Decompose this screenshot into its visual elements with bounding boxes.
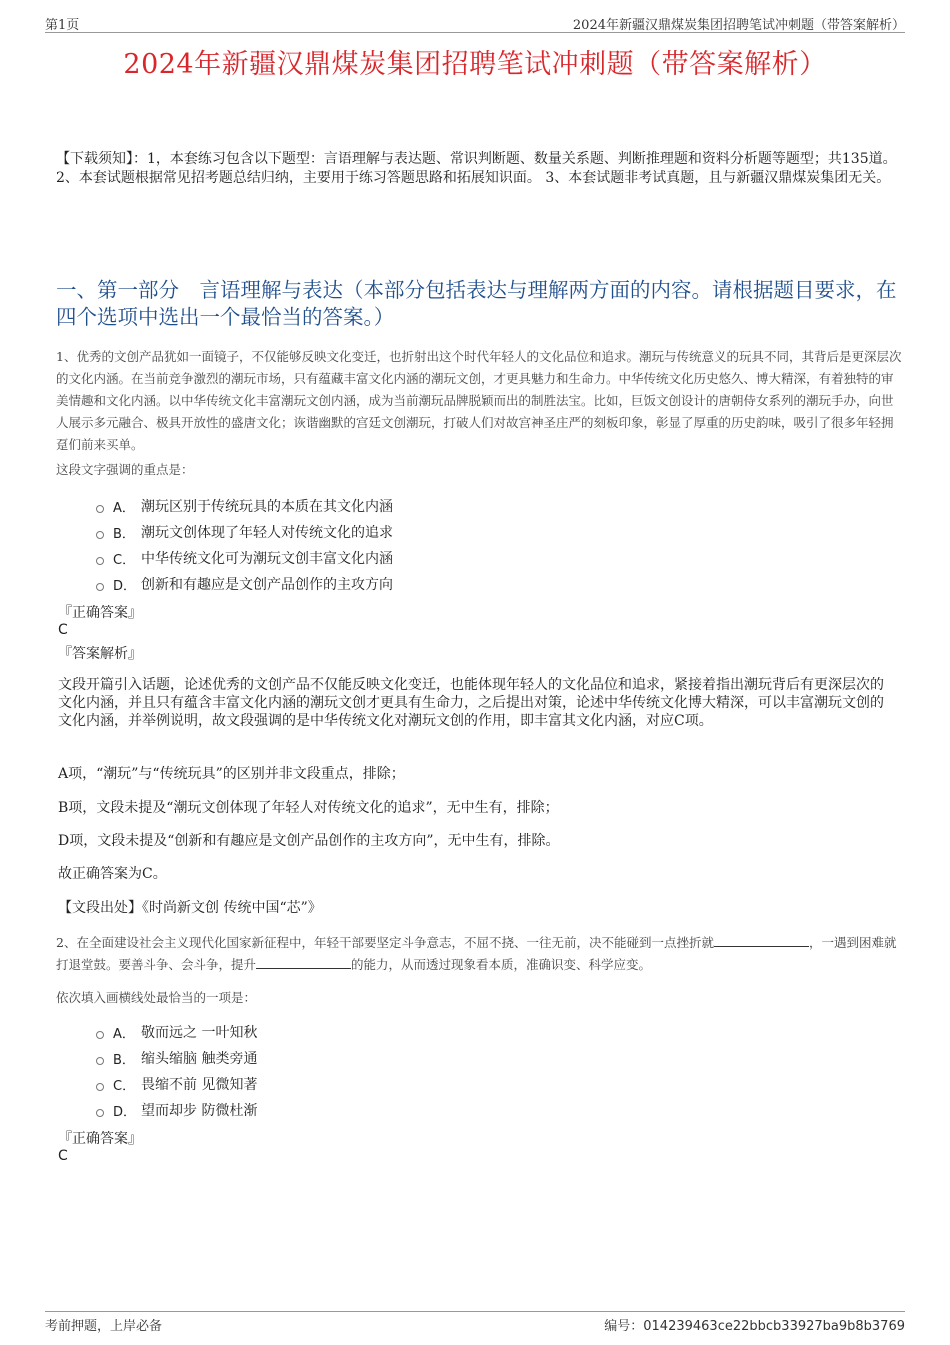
answer-label: 『正确答案』 [58,605,142,621]
radio-icon[interactable] [96,1031,104,1039]
option-letter: C． [113,552,136,568]
analysis-label: 『答案解析』 [58,646,142,662]
option-text: 缩头缩脑 触类旁通 [141,1051,258,1067]
question-2-text-part: ，一遇到困难就打退堂鼓。要善斗争、会斗争，提升 [56,935,897,972]
analysis-paragraph: B项，文段未提及“潮玩文创体现了年轻人对传统文化的追求”，无中生有，排除； [58,800,559,816]
option-text: 潮玩区别于传统玩具的本质在其文化内涵 [141,499,393,515]
option-c[interactable] [96,1071,257,1097]
option-letter: D． [113,578,137,594]
question-2-prompt: 依次填入画横线处最恰当的一项是： [56,990,257,1005]
analysis-paragraph: D项，文段未提及“创新和有趣应是文创产品创作的主攻方向”，无中生有，排除。 [58,833,560,849]
option-letter: A． [113,1026,135,1042]
document-title: 2024年新疆汉鼎煤炭集团招聘笔试冲刺题（带答案解析） [123,49,827,80]
analysis-paragraph: 文段开篇引入话题，论述优秀的文创产品不仅能反映文化变迁，也能体现年轻人的文化品位和追求，紧接着指出潮玩背后有更深层次的文化内涵，并且只有蕴含丰富文化内涵的潮玩文创才更具有生命力，之后提出对策，论述中华传统文化博大精深，可以丰富潮玩文创的文化内涵，并举例说明，故文段强调的是中华传统文化对潮玩文创的作用，即丰富其文化内涵，对应C项。 [58,677,884,729]
option-a[interactable] [96,1019,257,1045]
question-2-prompt-block [56,988,902,1006]
question-1-text: 1、优秀的文创产品犹如一面镜子，不仅能够反映文化变迁，也折射出这个时代年轻人的文化品位和追求。潮玩与传统意义的玩具不同，其背后是更深层次的文化内涵。在当前竞争激烈的潮玩市场，只有蕴藏丰富文化内涵的潮玩文创，才更具魅力和生命力。中华传统文化历史悠久、博大精深，有着独特的审美情趣和文化内涵。以中华传统文化丰富潮玩文创内涵，成为当前潮玩品牌脱颖而出的制胜法宝。比如，巨饭文创设计的唐朝侍女系列的潮玩手办，向世人展示多元融合、极具开放性的盛唐文化；诙谐幽默的宫廷文创潮玩，打破人们对故宫神圣庄严的刻板印象，彰显了厚重的历史韵味，吸引了很多年轻拥趸们前来买单。 [56,349,902,452]
analysis-paragraph: 故正确答案为C。 [58,866,167,882]
radio-icon[interactable] [96,557,104,565]
question-2-text-part: 2、在全面建设社会主义现代化国家新征程中，年轻干部要坚定斗争意志，不屈不挠、一往无前，决不能碰到一点挫折就 [56,935,714,950]
radio-icon[interactable] [96,505,104,513]
header-doc-title: 2024年新疆汉鼎煤炭集团招聘笔试冲刺题（带答案解析） [572,18,905,33]
analysis-paragraph: A项，“潮玩”与“传统玩具”的区别并非文段重点，排除； [58,766,405,782]
radio-icon[interactable] [96,1057,104,1065]
option-letter: A． [113,500,135,516]
option-text: 畏缩不前 见微知著 [141,1077,258,1093]
question-1-prompt: 这段文字强调的重点是： [56,462,194,477]
option-letter: D． [113,1104,137,1120]
section-title: 一、第一部分 言语理解与表达（本部分包括表达与理解两方面的内容。请根据题目要求，在四个选项中选出一个最恰当的答案。） [56,278,897,329]
page-footer [45,1311,905,1335]
option-text: 望而却步 防微杜渐 [141,1103,258,1119]
option-a[interactable] [96,493,393,519]
page-number: 第1页 [45,18,80,33]
option-letter: B． [113,526,135,542]
question-1-prompt-block [56,460,902,478]
option-b[interactable] [96,519,393,545]
download-notice: 【下载须知】：1，本套练习包含以下题型：言语理解与表达题、常识判断题、数量关系题、判断推理题和资料分析题等题型；共135道。 2、本套试题根据常见招考题总结归纳，主要用于练习答题思路和拓展知识面。 3、本套试题非考试真题，且与新疆汉鼎煤炭集团无关。 [56,151,897,186]
radio-icon[interactable] [96,1109,104,1117]
fill-blank [714,934,809,947]
option-text: 创新和有趣应是文创产品创作的主攻方向 [141,577,393,593]
fill-blank [256,956,351,969]
footer-slogan: 考前押题，上岸必备 [45,1319,163,1334]
answer-label: 『正确答案』 [58,1131,142,1147]
option-d[interactable] [96,571,393,597]
source-citation: 【文段出处】《时尚新文创 传统中国“芯”》 [58,900,322,916]
question-1-options [96,493,393,597]
question-2 [56,932,902,976]
option-letter: C． [113,1078,136,1094]
answer-value: C [58,622,68,638]
question-2-options [96,1019,257,1123]
option-d[interactable] [96,1097,257,1123]
radio-icon[interactable] [96,583,104,591]
option-text: 敬而远之 一叶知秋 [141,1025,258,1041]
question-2-text-part: 的能力，从而透过现象看本质，准确识变、科学应变。 [351,957,652,972]
answer-value: C [58,1148,68,1164]
document-id: 编号：014239463ce22bbcb33927ba9b8b3769 [604,1319,905,1334]
radio-icon[interactable] [96,1083,104,1091]
page-header [45,14,905,33]
option-b[interactable] [96,1045,257,1071]
option-text: 中华传统文化可为潮玩文创丰富文化内涵 [141,551,393,567]
question-2-text [56,932,902,976]
option-text: 潮玩文创体现了年轻人对传统文化的追求 [141,525,393,541]
option-letter: B． [113,1052,135,1068]
option-c[interactable] [96,545,393,571]
question-1 [56,346,902,456]
radio-icon[interactable] [96,531,104,539]
